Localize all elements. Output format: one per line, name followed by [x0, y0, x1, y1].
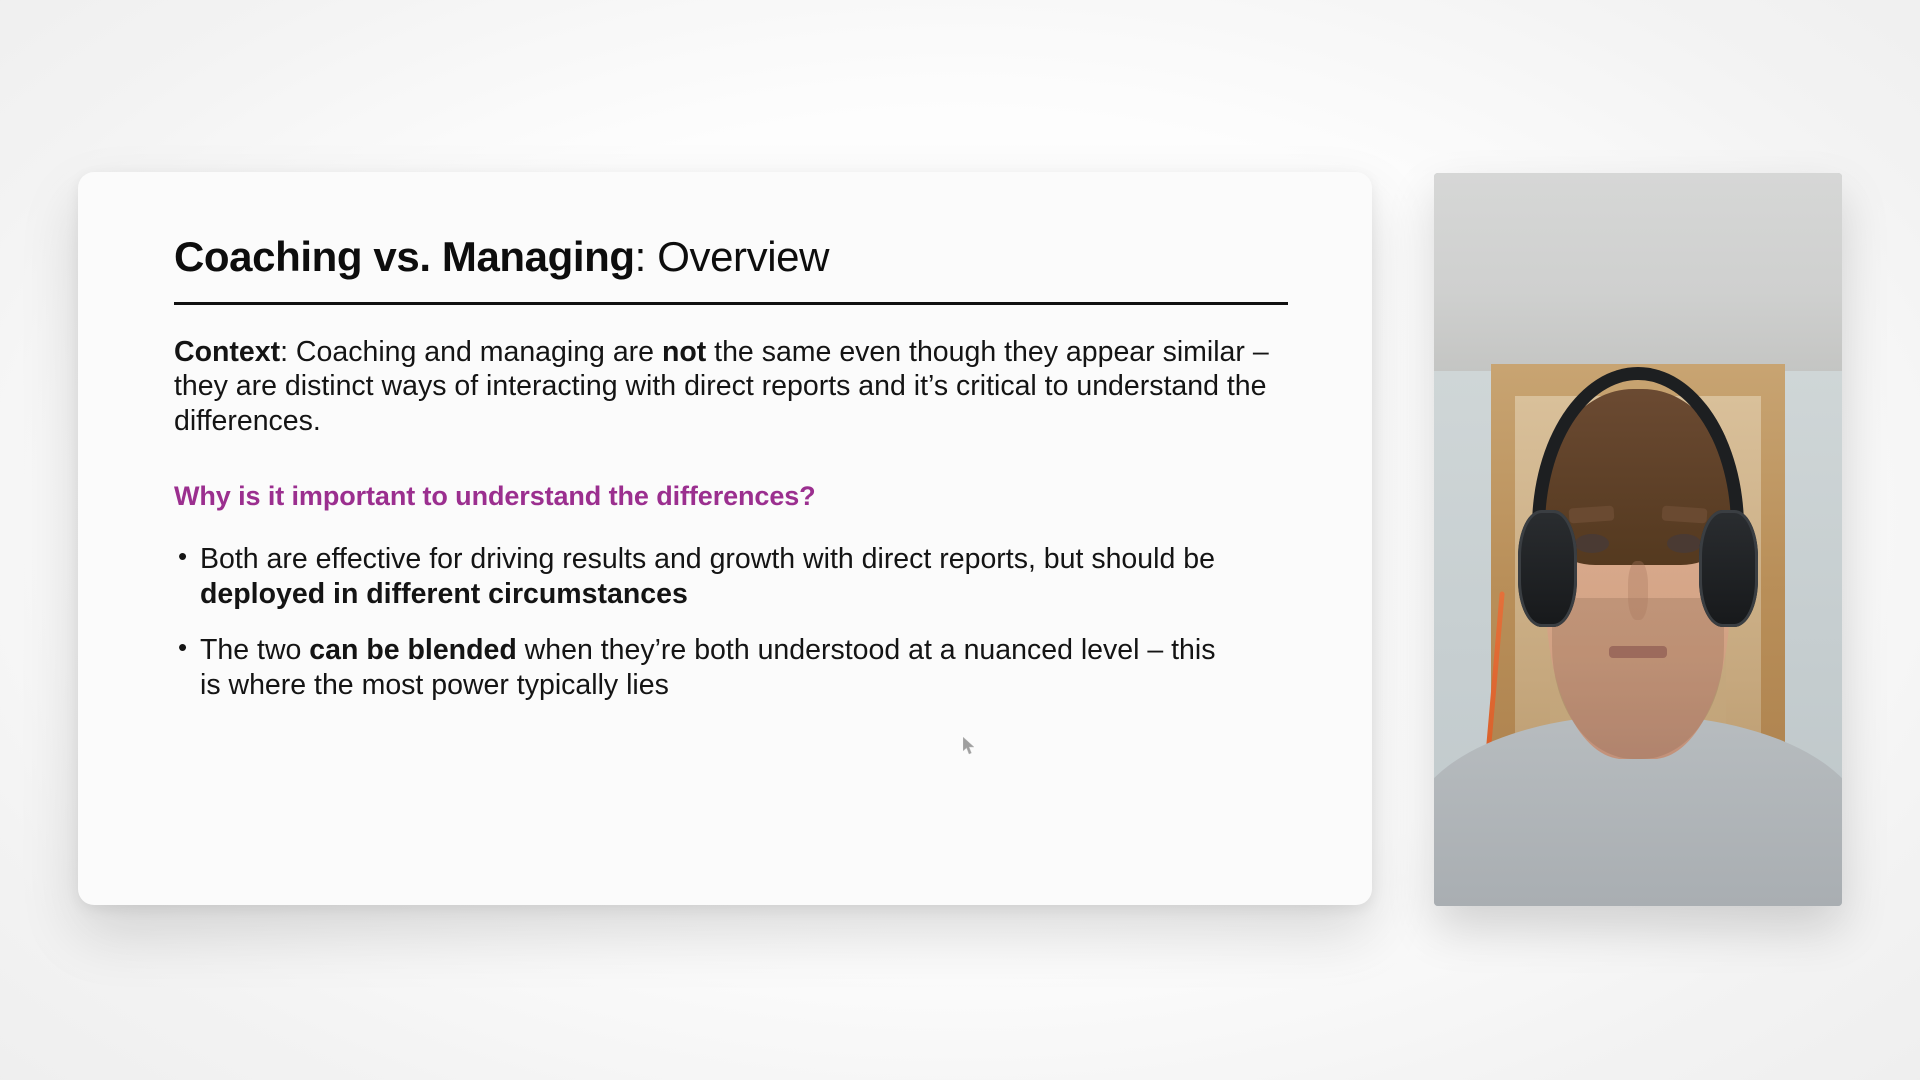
slide-content [174, 232, 1294, 703]
presenter-nose [1628, 561, 1648, 620]
context-bold-not: not [661, 335, 707, 368]
presenter-video-tile[interactable] [1434, 173, 1842, 906]
bullet-2-text-1: The two [200, 634, 310, 667]
presenter-mouth [1609, 646, 1666, 658]
context-paragraph [174, 335, 1284, 439]
slide-title-bold: Coaching vs. Managing [174, 233, 635, 280]
why-heading: Why is it important to understand the differences? [174, 480, 816, 511]
context-label: Context [174, 335, 281, 368]
list-item [174, 633, 1234, 703]
bullet-2-text-2: when they’re both understood at a nuanced level – this is where the most power typically lies [200, 634, 1216, 702]
bullet-1-bold: deployed in different circumstances [200, 577, 688, 610]
list-item [174, 542, 1234, 612]
background-wall-top [1434, 173, 1842, 371]
bullet-2-bold: can be blended [309, 634, 517, 667]
context-text-1: : Coaching and managing are [280, 335, 662, 368]
bullet-1-text-1: Both are effective for driving results and growth with direct reports, but should be [200, 542, 1215, 575]
headphones-cup-right-icon [1699, 510, 1758, 627]
context-text-2: the same even though they appear similar – they are distinct ways of interacting with direct reports and it’s critical to understand the differences. [174, 335, 1269, 438]
bullet-list [174, 542, 1294, 703]
slide-title [174, 232, 1294, 282]
slide-title-light: : Overview [634, 233, 830, 280]
presentation-slide[interactable] [78, 172, 1372, 905]
title-divider [174, 302, 1288, 305]
headphones-cup-left-icon [1518, 510, 1577, 627]
